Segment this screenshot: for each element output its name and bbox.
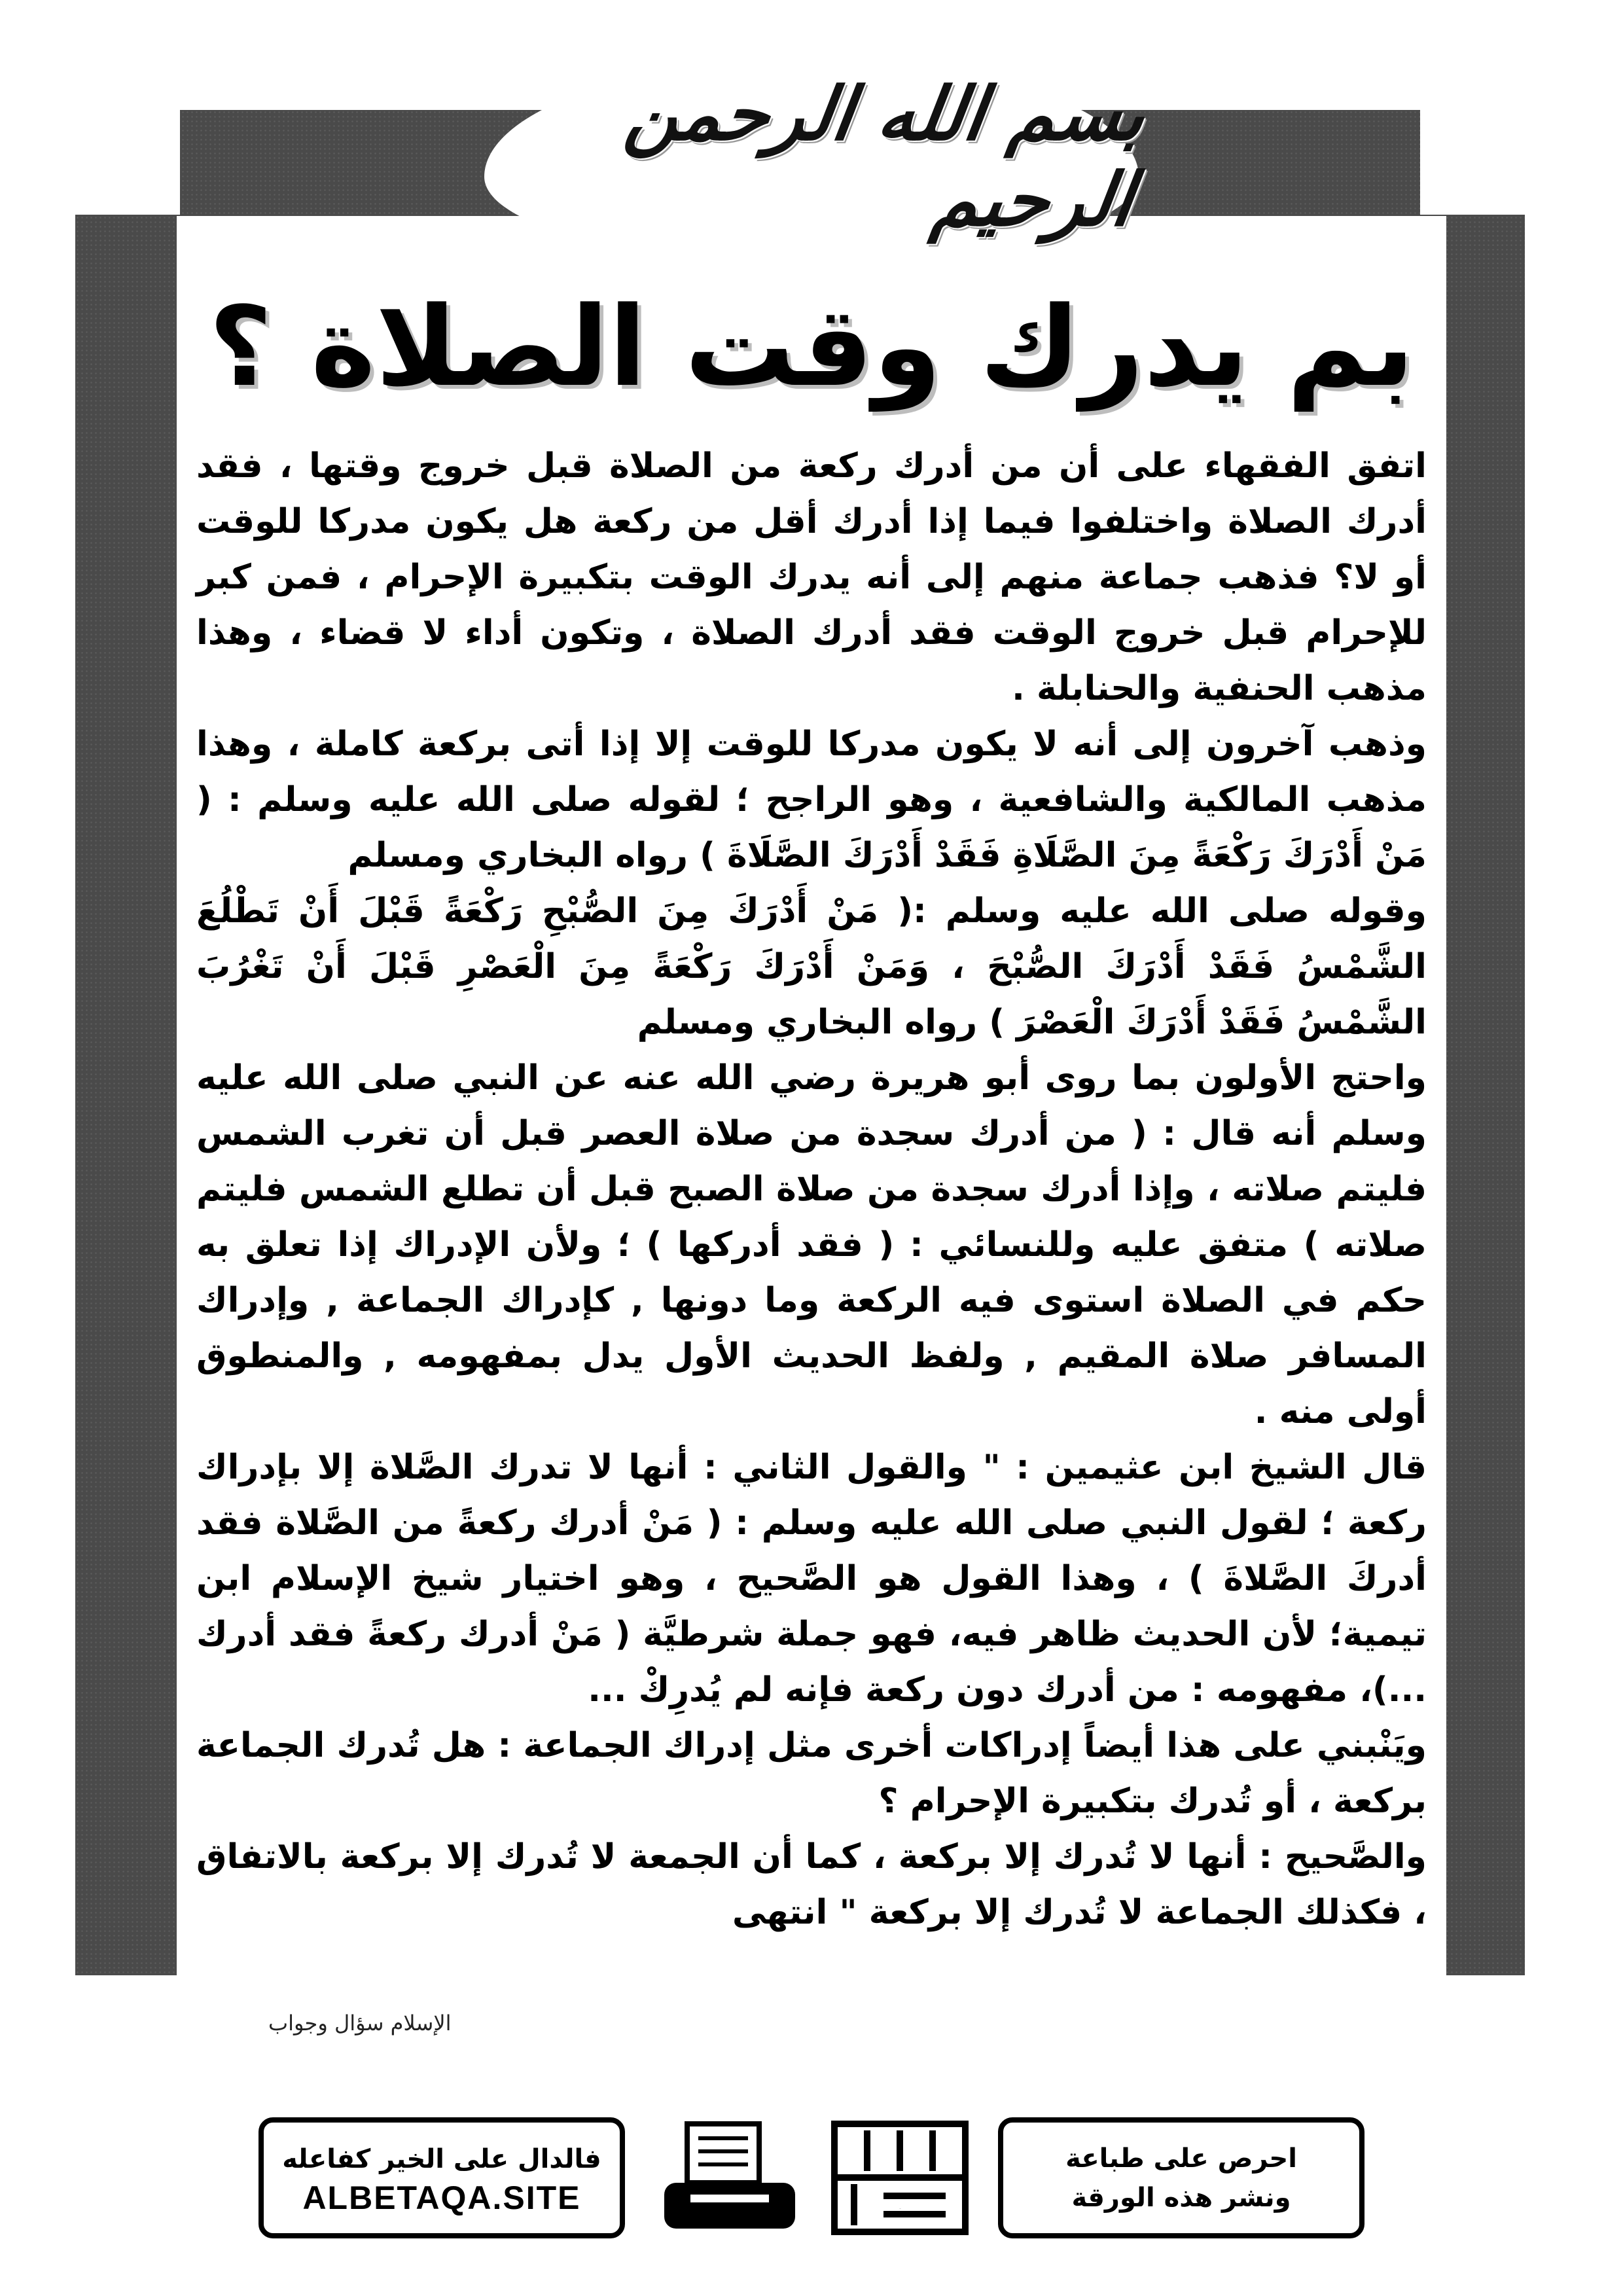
footer-slogan: فالدال على الخير كفاعله bbox=[282, 2144, 601, 2174]
footer-print-box bbox=[998, 2117, 1364, 2238]
footer-print-line2: ونشر هذه الورقة bbox=[1071, 2182, 1291, 2213]
footer bbox=[259, 2117, 1364, 2238]
logo-text-top: دعوة bbox=[899, 2155, 901, 2156]
frame-corner-bottom-left bbox=[75, 1975, 180, 2080]
paragraph: والصَّحيح : أنها لا تُدرك إلا بركعة ، كما أن الجمعة لا تُدرك إلا بركعة بالاتفاق ، فكذلك الجماعة لا تُدرك إلا بركعة " انتهى bbox=[196, 1837, 1427, 1932]
paragraph: واحتج الأولون بما روى أبو هريرة رضي الله عنه عن النبي صلى الله عليه وسلم أنه قال : ( من أدرك سجدة من صلاة العصر قبل أن تغرب الشمس فليتم صلاته ، وإذا أدرك سجدة من صلاة الصبح قبل أن تطلع الشمس فليتم صلاته ) متفق عليه وللنسائي : ( فقد أدركها ) ؛ ولأن الإدراك إذا تعلق به حكم في الصلاة استوى فيه الركعة وما دونها , كإدراك الجماعة , وإدراك المسافر صلاة المقيم , ولفظ الحديث الأول يدل بمفهومه , والمنطوق أولى منه . bbox=[196, 1058, 1427, 1431]
paragraph: وذهب آخرون إلى أنه لا يكون مدركا للوقت إلا إذا أتى بركعة كاملة ، وهذا مذهب المالكية والشافعية ، وهو الراجح ؛ لقوله صلى الله عليه وسلم : ( مَنْ أَدْرَكَ رَكْعَةً مِنَ الصَّلَاةِ فَقَدْ أَدْرَكَ الصَّلَاةَ ) رواه البخاري ومسلم bbox=[196, 725, 1427, 875]
source-reference: الإسلام سؤال وجواب bbox=[268, 2011, 452, 2036]
article-body bbox=[196, 439, 1427, 2036]
paragraph: اتفق الفقهاء على أن من أدرك ركعة من الصلاة قبل خروج وقتها ، فقد أدرك الصلاة واختلفوا فيما إذا أدرك أقل من ركعة هل يكون مدركا للوقت أو لا؟ فذهب جماعة منهم إلى أنه يدرك الوقت بتكبيرة الإحرام ، فمن كبر للإحرام قبل خروج الوقت فقد أدرك الصلاة ، وتكون أداء لا قضاء ، وهذا مذهب الحنفية والحنابلة . bbox=[196, 446, 1427, 708]
printer-icon bbox=[651, 2117, 808, 2238]
paragraph: ويَنْبني على هذا أيضاً إدراكات أخرى مثل إدراك الجماعة : هل تُدرك الجماعة بركعة ، أو تُدرك بتكبيرة الإحرام ؟ bbox=[196, 1726, 1427, 1821]
page-title: بم يدرك وقت الصلاة ؟ bbox=[208, 283, 1415, 411]
footer-icons bbox=[651, 2117, 972, 2238]
calligraphy-logo-icon bbox=[828, 2117, 972, 2238]
paragraph: وقوله صلى الله عليه وسلم :( مَنْ أَدْرَكَ مِنَ الصُّبْحِ رَكْعَةً قَبْلَ أَنْ تَطْلُعَ الشَّمْسُ فَقَدْ أَدْرَكَ الصُّبْحَ ، وَمَنْ أَدْرَكَ رَكْعَةً مِنَ الْعَصْرِ قَبْلَ أَنْ تَغْرُبَ الشَّمْسُ فَقَدْ أَدْرَكَ الْعَصْرَ ) رواه البخاري ومسلم bbox=[196, 891, 1427, 1042]
footer-print-line1: احرص على طباعة bbox=[1065, 2143, 1297, 2174]
frame-corner-top-left bbox=[75, 110, 180, 215]
basmala-text: بسم الله الرحمن الرحيم bbox=[620, 71, 1151, 243]
logo-text-bottom: الورقة bbox=[899, 2209, 901, 2210]
paragraph: قال الشيخ ابن عثيمين : " والقول الثاني : أنها لا تدرك الصَّلاة إلا بإدراك ركعة ؛ لقول النبي صلى الله عليه وسلم : ( مَنْ أدرك ركعةً من الصَّلاة فقد أدركَ الصَّلاةَ ) ، وهذا القول هو الصَّحيح ، وهو اختيار شيخ الإسلام ابن تيمية؛ لأن الحديث ظاهر فيه، فهو جملة شرطيَّة ( مَنْ أدرك ركعةً فقد أدرك ...)، مفهومه : من أدرك دون ركعة فإنه لم يُدرِكْ ... bbox=[196, 1448, 1427, 1710]
footer-website-box bbox=[259, 2117, 625, 2238]
basmala-header bbox=[484, 59, 1151, 255]
frame-corner-top-right bbox=[1420, 110, 1525, 215]
footer-website[interactable]: ALBETAQA.SITE bbox=[302, 2179, 581, 2216]
